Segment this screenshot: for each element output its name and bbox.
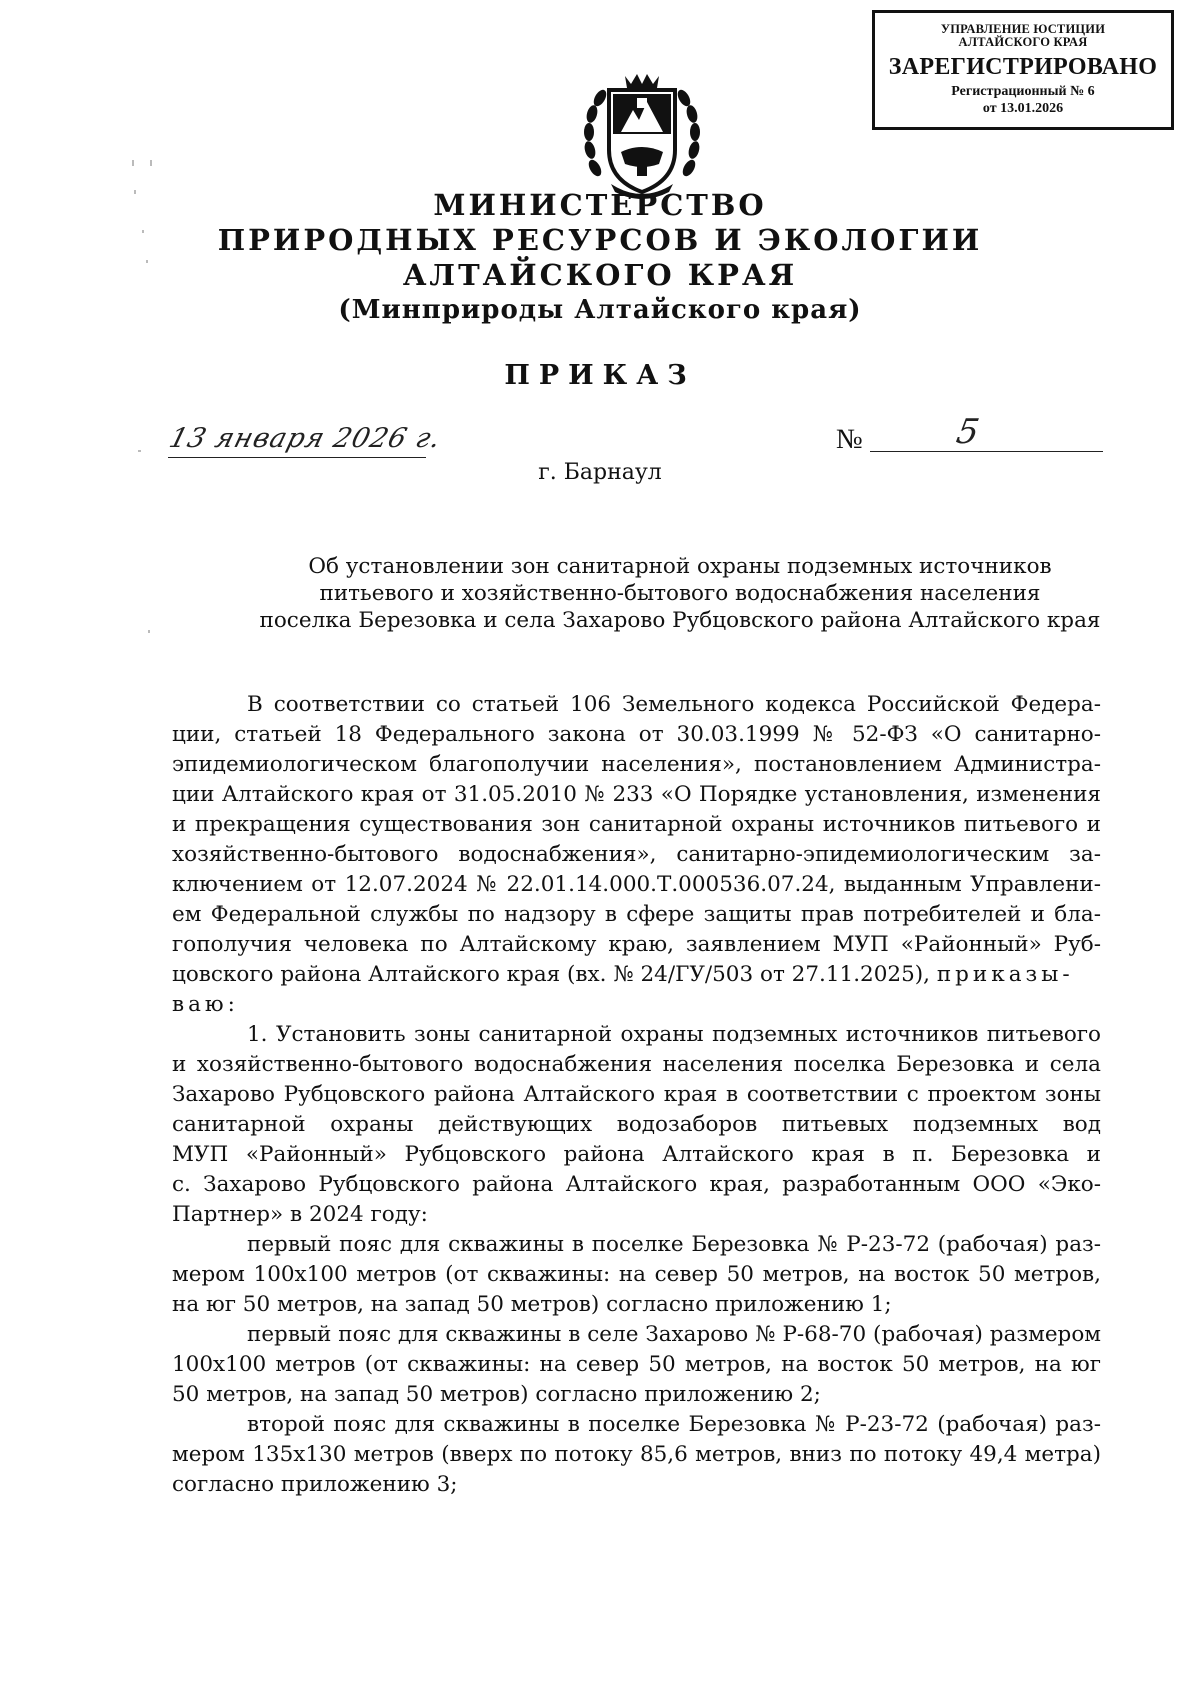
body-line-text: цовского района Алтайского края (вх. № 24/ГУ/503 от 27.11.2025), — [172, 962, 930, 987]
body-line: 100х100 метров (от скважины: на север 50 метров, на восток 50 метров, на юг — [172, 1352, 1101, 1377]
body-line: и прекращения существования зон санитарной охраны источников питьевого и — [172, 812, 1101, 837]
stamp-reg-date: от 13.01.2026 — [982, 101, 1064, 116]
stamp-status: ЗАРЕГИСТРИРОВАНО — [888, 54, 1158, 80]
body-line: ваю: — [172, 992, 239, 1017]
order-body — [172, 690, 1101, 1500]
body-line: второй пояс для скважины в поселке Березовка № Р-23-72 (рабочая) раз- — [247, 1412, 1101, 1437]
stamp-org-line: УПРАВЛЕНИЕ ЮСТИЦИИ — [940, 22, 1106, 36]
order-number-label: № — [836, 424, 863, 455]
ministry-line: ПРИРОДНЫХ РЕСУРСОВ И ЭКОЛОГИИ — [217, 223, 983, 257]
handwritten-order-number: 5 — [953, 412, 983, 452]
handwritten-date: 13 января 2026 г. — [165, 423, 445, 454]
body-line: ции Алтайского края от 31.05.2010 № 233 «О Порядке установления, изменения — [172, 782, 1101, 807]
body-line: Захарово Рубцовского района Алтайского края в соответствии с проектом зоны — [172, 1082, 1101, 1107]
body-line — [172, 960, 1101, 990]
stamp-org-line: АЛТАЙСКОГО КРАЯ — [958, 35, 1088, 49]
body-line: мером 100х100 метров (от скважины: на север 50 метров, на восток 50 метров, — [172, 1262, 1101, 1287]
body-line: МУП «Районный» Рубцовского района Алтайского края в п. Березовка и — [172, 1142, 1101, 1167]
ministry-line: АЛТАЙСКОГО КРАЯ — [402, 258, 798, 292]
body-line: В соответствии со статьей 106 Земельного кодекса Российской Федера- — [247, 692, 1101, 717]
order-keyword: приказы- — [936, 962, 1074, 987]
body-line: 1. Установить зоны санитарной охраны подземных источников питьевого — [247, 1022, 1101, 1047]
body-line: первый пояс для скважины в поселке Березовка № Р-23-72 (рабочая) раз- — [247, 1232, 1101, 1257]
body-line: хозяйственно-бытового водоснабжения», санитарно-эпидемиологическим за- — [172, 842, 1101, 867]
body-line: Партнер» в 2024 году: — [172, 1202, 428, 1227]
body-line: эпидемиологическом благополучии населения», постановлением Администра- — [172, 752, 1101, 777]
city: г. Барнаул — [538, 460, 662, 485]
body-line: первый пояс для скважины в селе Захарово № Р-68-70 (рабочая) размером — [247, 1322, 1101, 1347]
body-line: 50 метров, на запад 50 метров) согласно приложению 2; — [172, 1382, 821, 1407]
coat-of-arms-icon — [581, 72, 703, 206]
ministry-line: МИНИСТЕРСТВО — [433, 188, 767, 222]
date-underline — [168, 457, 426, 458]
body-line: согласно приложению 3; — [172, 1472, 458, 1497]
stamp-reg-number: Регистрационный № 6 — [951, 84, 1095, 99]
body-line: мером 135х130 метров (вверх по потоку 85,6 метров, вниз по потоку 49,4 метра) — [172, 1442, 1101, 1467]
body-line: ключением от 12.07.2024 № 22.01.14.000.Т.000536.07.24, выданным Управлени- — [172, 872, 1101, 897]
ministry-short-name: (Минприроды Алтайского края) — [338, 295, 862, 325]
subject-line: питьевого и хозяйственно-бытового водоснабжения населения — [319, 581, 1041, 606]
order-title: ПРИКАЗ — [504, 360, 696, 391]
body-line: ем Федеральной службы по надзору в сфере защиты прав потребителей и бла- — [172, 902, 1101, 927]
order-number-underline — [870, 451, 1103, 452]
order-subject — [240, 553, 1120, 634]
subject-line: поселка Березовка и села Захарово Рубцовского района Алтайского края — [259, 608, 1101, 633]
ministry-heading — [0, 188, 1200, 328]
body-line: гополучия человека по Алтайскому краю, заявлением МУП «Районный» Руб- — [172, 932, 1101, 957]
body-line: санитарной охраны действующих водозаборов питьевых подземных вод — [172, 1112, 1101, 1137]
body-line: с. Захарово Рубцовского района Алтайского края, разработанным ООО «Эко- — [172, 1172, 1101, 1197]
registration-stamp — [872, 10, 1174, 130]
body-line: на юг 50 метров, на запад 50 метров) согласно приложению 1; — [172, 1292, 892, 1317]
subject-line: Об установлении зон санитарной охраны подземных источников — [308, 554, 1052, 579]
body-line: ции, статьей 18 Федерального закона от 30.03.1999 № 52-ФЗ «О санитарно- — [172, 722, 1101, 747]
stamp-org — [875, 23, 1171, 49]
body-line: и хозяйственно-бытового водоснабжения населения поселка Березовка и села — [172, 1052, 1101, 1077]
